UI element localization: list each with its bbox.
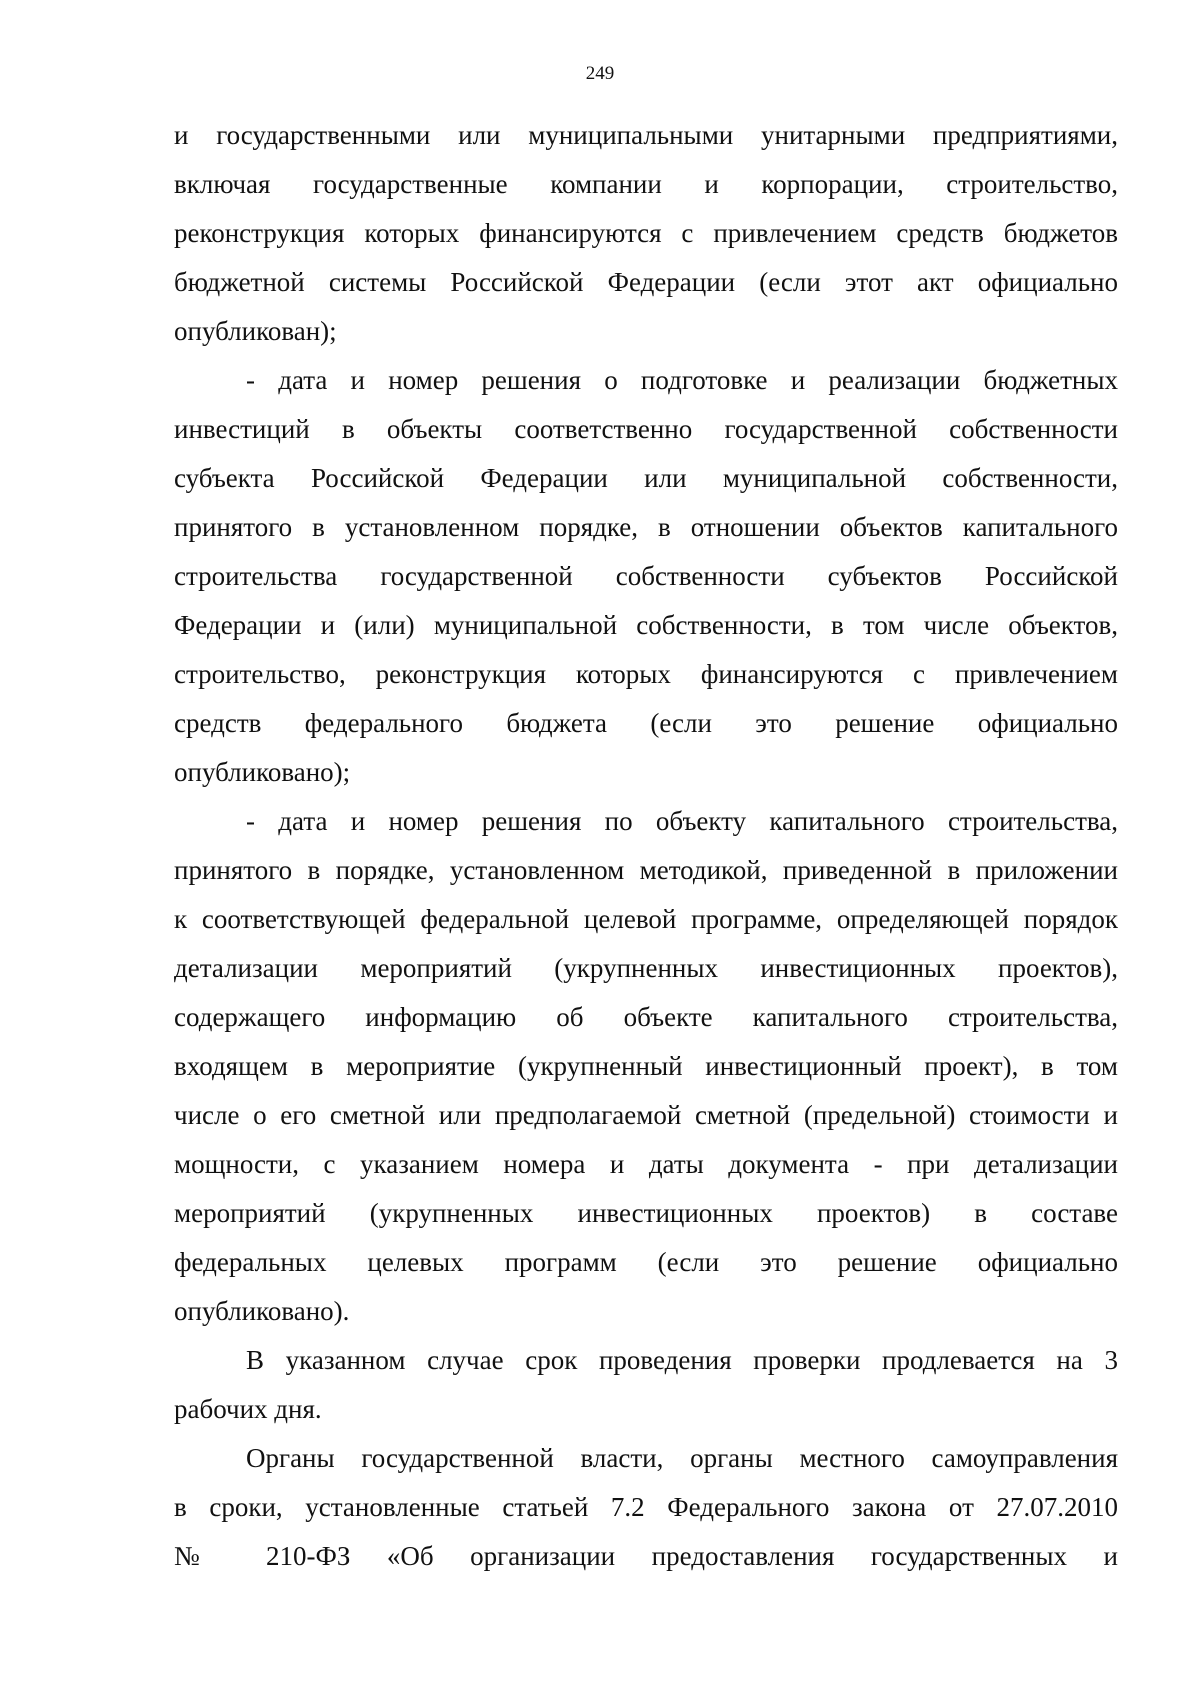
text-line: - дата и номер решения о подготовке и реализации бюджетных (246, 365, 1118, 395)
text-line: Органы государственной власти, органы местного самоуправления (246, 1443, 1118, 1473)
text-line: принятого в установленном порядке, в отношении объектов капитального (174, 512, 1118, 542)
text-line: числе о его сметной или предполагаемой сметной (предельной) стоимости и (174, 1100, 1118, 1130)
text-line: федеральных целевых программ (если это решение официально (174, 1247, 1118, 1277)
text-line: рабочих дня. (174, 1394, 322, 1424)
text-line: опубликовано). (174, 1296, 350, 1326)
text-line: опубликован); (174, 316, 337, 346)
paragraph-p4 (174, 1336, 1118, 1434)
text-line: В указанном случае срок проведения проверки продлевается на 3 (246, 1345, 1118, 1375)
text-line: строительство, реконструкция которых финансируются с привлечением (174, 659, 1118, 689)
text-line: мероприятий (укрупненных инвестиционных проектов) в составе (174, 1198, 1118, 1228)
text-line: в сроки, установленные статьей 7.2 Федерального закона от 27.07.2010 (174, 1492, 1118, 1522)
text-line: входящем в мероприятие (укрупненный инвестиционный проект), в том (174, 1051, 1118, 1081)
text-line: принятого в порядке, установленном методикой, приведенной в приложении (174, 855, 1118, 885)
text-line: средств федерального бюджета (если это решение официально (174, 708, 1118, 738)
text-line: к соответствующей федеральной целевой программе, определяющей порядок (174, 904, 1118, 934)
text-line: Федерации и (или) муниципальной собственности, в том числе объектов, (174, 610, 1118, 640)
text-line: реконструкция которых финансируются с привлечением средств бюджетов (174, 218, 1118, 248)
document-body (174, 111, 1118, 1581)
text-line: строительства государственной собственности субъектов Российской (174, 561, 1118, 591)
text-line: - дата и номер решения по объекту капитального строительства, (246, 806, 1118, 836)
text-line: инвестиций в объекты соответственно государственной собственности (174, 414, 1118, 444)
paragraph-p1 (174, 111, 1118, 356)
text-line: включая государственные компании и корпорации, строительство, (174, 169, 1118, 199)
text-line: мощности, с указанием номера и даты документа - при детализации (174, 1149, 1118, 1179)
text-line: детализации мероприятий (укрупненных инвестиционных проектов), (174, 953, 1118, 983)
page-number: 249 (585, 63, 615, 84)
paragraph-p3 (174, 797, 1118, 1336)
paragraph-p2 (174, 356, 1118, 797)
text-line: содержащего информацию об объекте капитального строительства, (174, 1002, 1118, 1032)
text-line: и государственными или муниципальными унитарными предприятиями, (174, 120, 1118, 150)
text-line: № 210-ФЗ «Об организации предоставления государственных и (174, 1541, 1118, 1571)
paragraph-p5 (174, 1434, 1118, 1581)
text-line: бюджетной системы Российской Федерации (если этот акт официально (174, 267, 1118, 297)
text-line: субъекта Российской Федерации или муниципальной собственности, (174, 463, 1118, 493)
text-line: опубликовано); (174, 757, 351, 787)
